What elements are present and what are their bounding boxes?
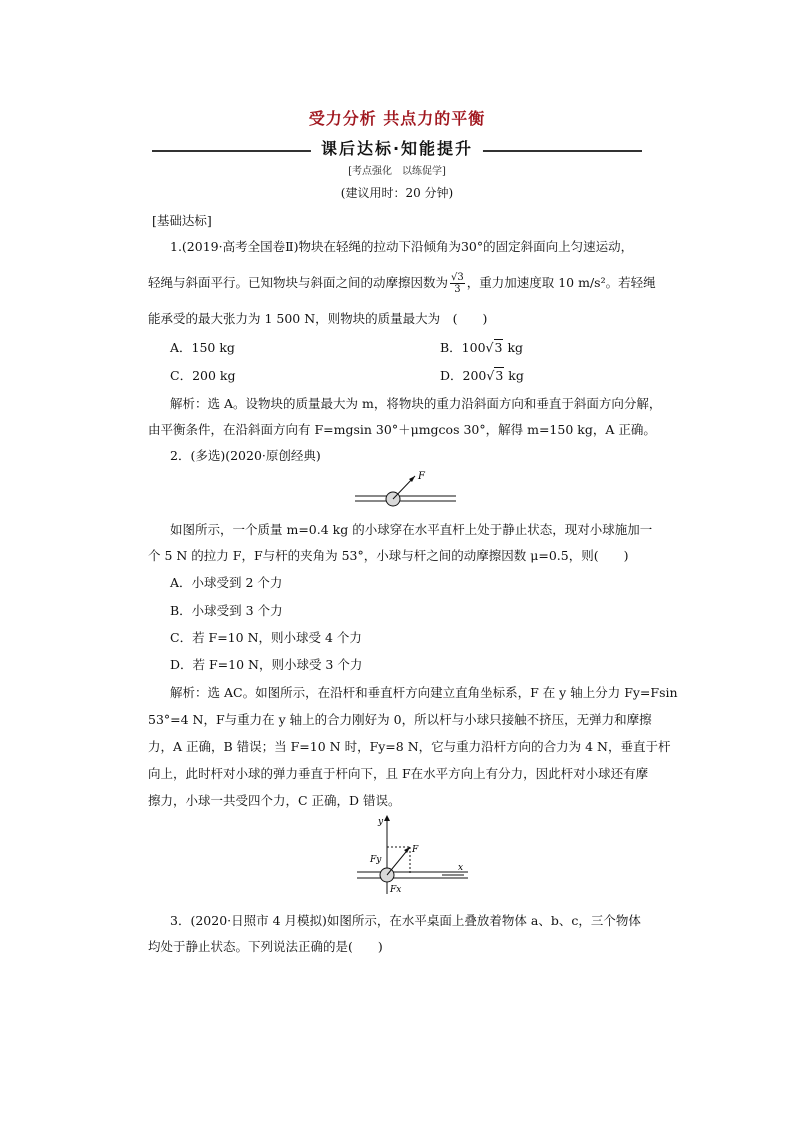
force-label: F <box>418 471 425 482</box>
q2-figure-rod-ball <box>350 466 462 518</box>
q1-line2 <box>148 272 656 295</box>
q1-option-b-unit: kg <box>503 340 524 355</box>
y-axis-label: y <box>378 817 384 827</box>
q1-line1: 1.(2019·高考全国卷Ⅱ)物块在轻绳的拉动下沿倾角为30°的固定斜面向上匀速运动， <box>170 239 634 254</box>
q2-heading: 2．(多选)(2020·原创经典) <box>170 448 321 463</box>
q2-line2: 个 5 N 的拉力 F，F与杆的夹角为 53°，小球与杆之间的动摩擦因数 μ=0.5，则( ) <box>148 548 629 563</box>
q2-solution-line3: 力，A 正确，B 错误；当 F=10 N 时，Fy=8 N，它与重力沿杆方向的合力为 4 N，垂直于杆 <box>148 739 671 754</box>
section-heading: [基础达标] <box>152 213 212 228</box>
fx-label: Fx <box>390 885 402 895</box>
q1-option-d-radicand: 3 <box>495 368 504 383</box>
q2-option-c: C．若 F=10 N，则小球受 4 个力 <box>170 630 362 645</box>
q2-solution-line1: 解析：选 AC。如图所示，在沿杆和垂直杆方向建立直角坐标系，F 在 y 轴上分力 Fy=Fsin <box>170 685 678 700</box>
q1-fraction-den: 3 <box>454 284 461 295</box>
q2-option-a: A．小球受到 2 个力 <box>170 575 283 590</box>
q1-solution-line1: 解析：选 A。设物块的质量最大为 m，将物块的重力沿斜面方向和垂直于斜面方向分解， <box>170 396 662 411</box>
q1-option-a: A．150 kg <box>170 340 235 355</box>
force-f-label: F <box>412 845 419 855</box>
q1-line2-b: ，重力加速度取 10 m/s²。若轻绳 <box>466 275 656 290</box>
q1-line2-a: 轻绳与斜面平行。已知物块与斜面之间的动摩擦因数为 <box>148 275 449 290</box>
q1-option-d-unit: kg <box>504 368 524 383</box>
q1-line3: 能承受的最大张力为 1 500 N，则物块的质量最大为 ( ) <box>148 311 488 326</box>
q2-line1: 如图所示，一个质量 m=0.4 kg 的小球穿在水平直杆上处于静止状态，现对小球施加一 <box>170 522 653 537</box>
x-axis-label: x <box>458 863 464 873</box>
q2-option-d: D．若 F=10 N，则小球受 3 个力 <box>170 657 363 672</box>
banner-subtitle: [考点强化 以练促学] <box>348 166 446 177</box>
q1-option-d: D．200√3 kg <box>440 368 524 383</box>
page-title: 受力分析 共点力的平衡 <box>308 109 486 128</box>
q1-option-b-pre: B．100 <box>440 340 486 355</box>
q1-fraction-num: √3 <box>451 272 464 283</box>
q1-option-b-radicand: 3 <box>494 340 503 355</box>
q3-line2: 均处于静止状态。下列说法正确的是( ) <box>148 939 383 954</box>
q2-solution-line4: 向上，此时杆对小球的弹力垂直于杆向下，且 F在水平方向上有分力，因此杆对小球还有摩 <box>148 766 649 781</box>
banner-label: 课后达标·知能提升 <box>311 136 483 159</box>
q1-solution-line2: 由平衡条件，在沿斜面方向有 F=mgsin 30°＋μmgcos 30°，解得 m=150 kg，A 正确。 <box>148 422 656 437</box>
y-axis-arrow <box>384 815 390 821</box>
section-banner <box>152 136 642 162</box>
fy-label: Fy <box>370 855 382 865</box>
suggested-time: (建议用时：20 分钟) <box>340 186 454 200</box>
q2-solution-line2: 53°=4 N，F与重力在 y 轴上的合力刚好为 0，所以杆与小球只接触不挤压，无弹力和摩擦 <box>148 712 652 727</box>
q1-option-d-pre: D．200 <box>440 368 487 383</box>
force-f-arrowhead <box>404 847 410 853</box>
q1-fraction <box>450 272 465 295</box>
q2-figure-coordinate-system <box>352 812 472 897</box>
q1-option-c: C．200 kg <box>170 368 236 383</box>
q2-solution-line5: 擦力，小球一共受四个力，C 正确，D 错误。 <box>148 793 401 808</box>
q2-option-b: B．小球受到 3 个力 <box>170 603 283 618</box>
q1-option-b: B．100√3 kg <box>440 340 524 355</box>
q3-line1: 3．(2020·日照市 4 月模拟)如图所示，在水平桌面上叠放着物体 a、b、c，三个物体 <box>170 913 641 928</box>
